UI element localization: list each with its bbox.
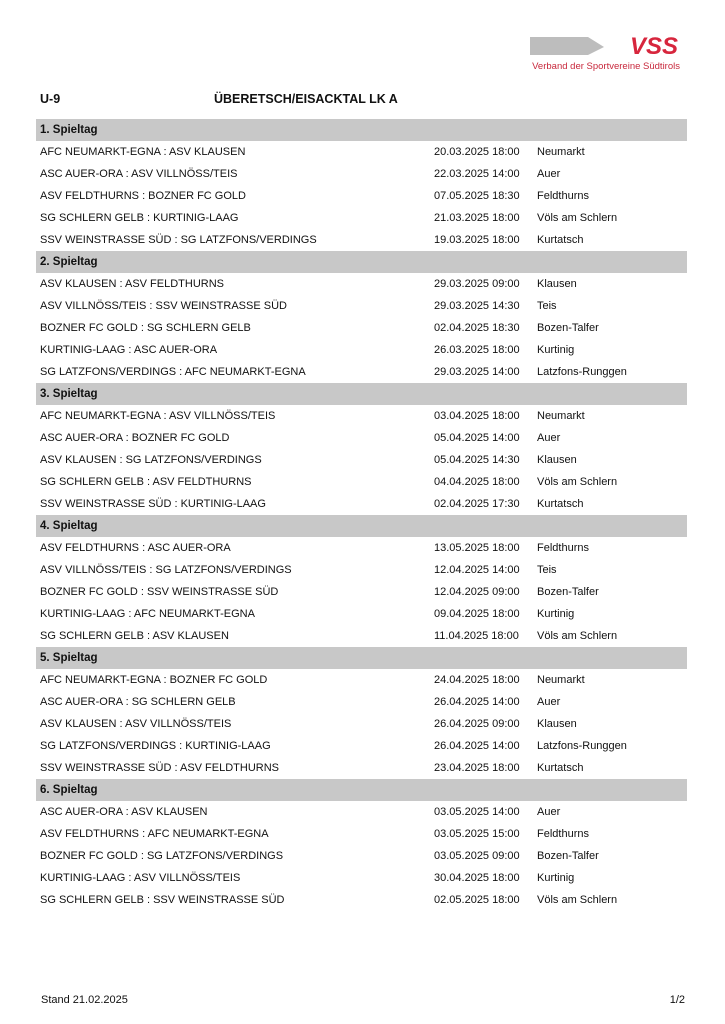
match-venue: Bozen-Talfer <box>537 850 599 862</box>
match-row <box>36 449 687 471</box>
match-row <box>36 801 687 823</box>
match-pairing: ASV FELDTHURNS : ASC AUER-ORA <box>40 542 231 554</box>
brand-tagline: Verband der Sportvereine Südtirols <box>532 61 680 72</box>
match-datetime: 29.03.2025 09:00 <box>434 278 520 290</box>
match-row <box>36 559 687 581</box>
match-datetime: 02.05.2025 18:00 <box>434 894 520 906</box>
match-row <box>36 823 687 845</box>
match-datetime: 22.03.2025 14:00 <box>434 168 520 180</box>
match-venue: Völs am Schlern <box>537 212 618 224</box>
match-datetime: 19.03.2025 18:00 <box>434 234 520 246</box>
match-row <box>36 581 687 603</box>
match-venue: Auer <box>537 168 561 180</box>
match-datetime: 20.03.2025 18:00 <box>434 146 520 158</box>
league-title: ÜBERETSCH/EISACKTAL LK A <box>214 92 398 106</box>
match-row <box>36 361 687 383</box>
match-row <box>36 691 687 713</box>
match-datetime: 09.04.2025 18:00 <box>434 608 520 620</box>
match-pairing: ASC AUER-ORA : ASV KLAUSEN <box>40 806 208 818</box>
age-group: U-9 <box>40 92 61 106</box>
match-row <box>36 625 687 647</box>
match-datetime: 26.04.2025 14:00 <box>434 740 520 752</box>
svg-text:VSS: VSS <box>629 34 678 58</box>
match-row <box>36 889 687 911</box>
round-header: 3. Spieltag <box>36 383 687 405</box>
match-datetime: 29.03.2025 14:30 <box>434 300 520 312</box>
match-pairing: AFC NEUMARKT-EGNA : ASV VILLNÖSS/TEIS <box>40 410 276 422</box>
match-row <box>36 317 687 339</box>
match-row <box>36 339 687 361</box>
match-venue: Neumarkt <box>537 410 585 422</box>
match-datetime: 30.04.2025 18:00 <box>434 872 520 884</box>
match-row <box>36 713 687 735</box>
match-pairing: ASV FELDTHURNS : AFC NEUMARKT-EGNA <box>40 828 269 840</box>
match-pairing: ASC AUER-ORA : ASV VILLNÖSS/TEIS <box>40 168 238 180</box>
match-pairing: SSV WEINSTRASSE SÜD : ASV FELDTHURNS <box>40 762 279 774</box>
match-pairing: ASV VILLNÖSS/TEIS : SG LATZFONS/VERDINGS <box>40 564 292 576</box>
match-pairing: ASV FELDTHURNS : BOZNER FC GOLD <box>40 190 246 202</box>
match-pairing: SG SCHLERN GELB : ASV FELDTHURNS <box>40 476 252 488</box>
match-row <box>36 207 687 229</box>
match-venue: Teis <box>537 564 557 576</box>
match-pairing: SG LATZFONS/VERDINGS : AFC NEUMARKT-EGNA <box>40 366 306 378</box>
match-row <box>36 867 687 889</box>
match-row <box>36 669 687 691</box>
match-row <box>36 537 687 559</box>
match-datetime: 03.05.2025 09:00 <box>434 850 520 862</box>
match-venue: Völs am Schlern <box>537 894 618 906</box>
match-venue: Völs am Schlern <box>537 476 618 488</box>
match-pairing: AFC NEUMARKT-EGNA : ASV KLAUSEN <box>40 146 246 158</box>
match-venue: Latzfons-Runggen <box>537 366 627 378</box>
match-venue: Kurtatsch <box>537 234 584 246</box>
match-datetime: 21.03.2025 18:00 <box>434 212 520 224</box>
match-venue: Teis <box>537 300 557 312</box>
match-pairing: BOZNER FC GOLD : SSV WEINSTRASSE SÜD <box>40 586 279 598</box>
match-row <box>36 493 687 515</box>
match-pairing: SSV WEINSTRASSE SÜD : SG LATZFONS/VERDINGS <box>40 234 317 246</box>
match-pairing: ASV VILLNÖSS/TEIS : SSV WEINSTRASSE SÜD <box>40 300 287 312</box>
match-datetime: 03.04.2025 18:00 <box>434 410 520 422</box>
match-row <box>36 405 687 427</box>
match-datetime: 24.04.2025 18:00 <box>434 674 520 686</box>
match-venue: Bozen-Talfer <box>537 322 599 334</box>
match-pairing: BOZNER FC GOLD : SG SCHLERN GELB <box>40 322 251 334</box>
match-row <box>36 163 687 185</box>
match-row <box>36 471 687 493</box>
footer-stand: Stand 21.02.2025 <box>41 994 128 1006</box>
round-header: 1. Spieltag <box>36 119 687 141</box>
match-pairing: SG LATZFONS/VERDINGS : KURTINIG-LAAG <box>40 740 271 752</box>
match-datetime: 13.05.2025 18:00 <box>434 542 520 554</box>
match-pairing: SSV WEINSTRASSE SÜD : KURTINIG-LAAG <box>40 498 266 510</box>
round-header: 6. Spieltag <box>36 779 687 801</box>
match-pairing: ASV KLAUSEN : ASV VILLNÖSS/TEIS <box>40 718 232 730</box>
match-datetime: 03.05.2025 15:00 <box>434 828 520 840</box>
match-pairing: ASV KLAUSEN : SG LATZFONS/VERDINGS <box>40 454 262 466</box>
match-row <box>36 185 687 207</box>
match-venue: Bozen-Talfer <box>537 586 599 598</box>
match-datetime: 03.05.2025 14:00 <box>434 806 520 818</box>
match-pairing: SG SCHLERN GELB : KURTINIG-LAAG <box>40 212 239 224</box>
match-datetime: 02.04.2025 18:30 <box>434 322 520 334</box>
round-header: 4. Spieltag <box>36 515 687 537</box>
match-pairing: KURTINIG-LAAG : ASC AUER-ORA <box>40 344 218 356</box>
match-datetime: 04.04.2025 18:00 <box>434 476 520 488</box>
match-row <box>36 603 687 625</box>
match-datetime: 26.04.2025 14:00 <box>434 696 520 708</box>
match-venue: Kurtinig <box>537 872 575 884</box>
match-venue: Auer <box>537 696 561 708</box>
match-pairing: ASC AUER-ORA : BOZNER FC GOLD <box>40 432 230 444</box>
match-venue: Auer <box>537 806 561 818</box>
page-number: 1/2 <box>669 994 685 1006</box>
match-venue: Kurtatsch <box>537 498 584 510</box>
match-row <box>36 735 687 757</box>
match-pairing: SG SCHLERN GELB : ASV KLAUSEN <box>40 630 229 642</box>
match-pairing: AFC NEUMARKT-EGNA : BOZNER FC GOLD <box>40 674 268 686</box>
match-datetime: 29.03.2025 14:00 <box>434 366 520 378</box>
match-venue: Kurtinig <box>537 344 575 356</box>
match-datetime: 11.04.2025 18:00 <box>434 630 519 642</box>
match-pairing: SG SCHLERN GELB : SSV WEINSTRASSE SÜD <box>40 894 285 906</box>
match-venue: Feldthurns <box>537 542 589 554</box>
match-schedule <box>36 119 687 911</box>
match-datetime: 05.04.2025 14:00 <box>434 432 520 444</box>
match-datetime: 05.04.2025 14:30 <box>434 454 520 466</box>
match-row <box>36 229 687 251</box>
match-datetime: 07.05.2025 18:30 <box>434 190 520 202</box>
match-venue: Feldthurns <box>537 190 589 202</box>
match-row <box>36 273 687 295</box>
match-datetime: 26.03.2025 18:00 <box>434 344 520 356</box>
match-venue: Kurtatsch <box>537 762 584 774</box>
match-datetime: 26.04.2025 09:00 <box>434 718 520 730</box>
match-datetime: 02.04.2025 17:30 <box>434 498 520 510</box>
match-venue: Neumarkt <box>537 146 585 158</box>
match-pairing: KURTINIG-LAAG : AFC NEUMARKT-EGNA <box>40 608 255 620</box>
match-venue: Feldthurns <box>537 828 589 840</box>
match-pairing: ASV KLAUSEN : ASV FELDTHURNS <box>40 278 224 290</box>
match-venue: Kurtinig <box>537 608 575 620</box>
match-datetime: 12.04.2025 14:00 <box>434 564 520 576</box>
match-venue: Klausen <box>537 278 577 290</box>
match-row <box>36 757 687 779</box>
match-venue: Auer <box>537 432 561 444</box>
round-header: 2. Spieltag <box>36 251 687 273</box>
match-venue: Klausen <box>537 454 577 466</box>
match-pairing: BOZNER FC GOLD : SG LATZFONS/VERDINGS <box>40 850 284 862</box>
match-pairing: KURTINIG-LAAG : ASV VILLNÖSS/TEIS <box>40 872 241 884</box>
match-venue: Klausen <box>537 718 577 730</box>
vss-logo-graphic <box>530 34 680 58</box>
match-venue: Neumarkt <box>537 674 585 686</box>
round-header: 5. Spieltag <box>36 647 687 669</box>
match-venue: Völs am Schlern <box>537 630 618 642</box>
match-row <box>36 295 687 317</box>
match-datetime: 12.04.2025 09:00 <box>434 586 520 598</box>
match-row <box>36 427 687 449</box>
match-row <box>36 141 687 163</box>
match-row <box>36 845 687 867</box>
match-venue: Latzfons-Runggen <box>537 740 627 752</box>
match-datetime: 23.04.2025 18:00 <box>434 762 520 774</box>
match-pairing: ASC AUER-ORA : SG SCHLERN GELB <box>40 696 236 708</box>
